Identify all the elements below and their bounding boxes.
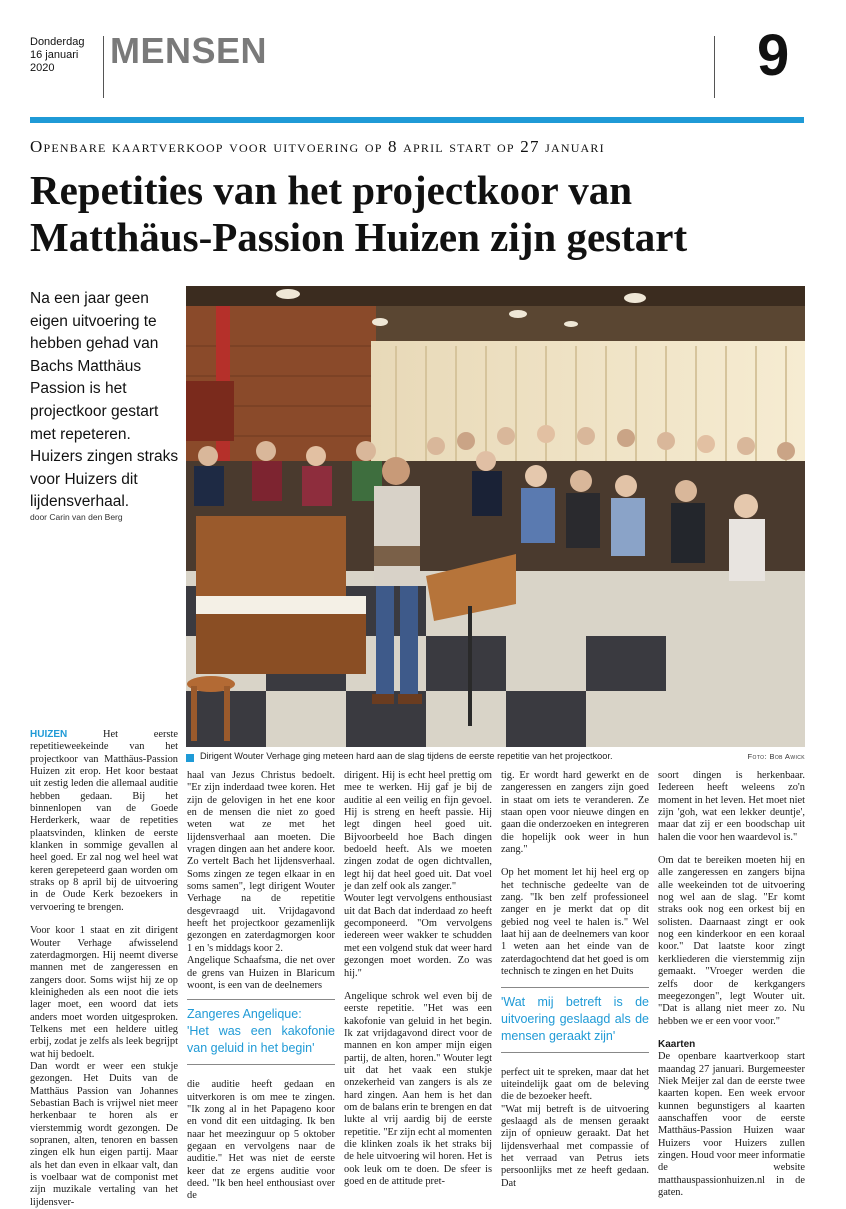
section-rule (30, 117, 804, 123)
article-paragraph: tig. Er wordt hard gewerkt en de zangeressen en zangers zijn goed in staat om iets te veranderen. Ze staan open voor nieuwe dingen en gaan die onderzoeken en integreren die hopelijk ook weer in hun zang." (501, 770, 649, 856)
article-column-5 (658, 770, 805, 1199)
pull-quote-text: 'Het was een kakofonie van geluid in het begin' (187, 1024, 335, 1056)
article-column-2 (187, 770, 335, 1203)
article-intro: Na een jaar geen eigen uitvoering te hebben gehad van Bachs Matthäus Passion is het projectkoor gestart met repeteren. Huizers zingen straks voor Huizers dit lijdensverhaal. (30, 290, 179, 511)
photo-credit: Foto: Bob Awick (747, 752, 805, 761)
masthead-divider (103, 36, 104, 98)
article-paragraph: De openbare kaartverkoop start maandag 27 januari. Burgemeester Niek Meijer zal dan de eerste twee kaarten kopen. Een week ervoor kunnen begunstigers al kaarten aanschaffen voor de eerste Matthäus-Passion Huizen waar Huizers voor Huizers zullen zingen. Houd voor meer informatie de website matthauspassionhuizen.nl in de gaten. (658, 1051, 805, 1198)
article-paragraph: "Wat mij betreft is de uitvoering geslaagd als de mensen geraakt zijn of opnieuw geraakt. Dat het lijdensverhaal met compassie of het verraad van Petrus iets persoonlijks met ze heeft gedaan. Dat (501, 1103, 649, 1189)
pull-quote: 'Wat mij betreft is de uitvoering geslaagd als de mensen geraakt zijn' (501, 987, 649, 1053)
section-title: MENSEN (110, 30, 268, 71)
article-paragraph: Voor koor 1 staat en zit dirigent Wouter Verhage afwisselend zaterdagmorgen. Hij neemt diverse mannen met de zangeressen en zangers door. Soms wijst hij ze op kleinigheden als een noot die iets lager moet, een woord dat iets anders moet worden uitgesproken. Telkens met een heldere uitleg erbij, zodat je zelfs als leek begrijpt wat hij bedoelt. (30, 925, 179, 1060)
issue-year: 2020 (30, 62, 55, 74)
pull-quote-label: Zangeres Angelique: (187, 1007, 302, 1022)
article-paragraph: soort dingen is herkenbaar. Iedereen heeft weleens zo'n moment in het leven. Het moet niet zijn 'goh, wat een lekker deuntje', maar dat zij er een boodschap uit halen die voor hen waardevol is." (658, 770, 805, 843)
article-paragraph: Op het moment let hij heel erg op het technische gedeelte van de zang. "Ik ben zelf professioneel zanger en je merkt dat op dit gebied nog veel te halen is." Wel laat hij aan de deelnemers van koor 1 weten aan het einde van de zaterdagochtend dat het goed is om technisch te zingen en het Duits (501, 867, 649, 978)
article-subhead: Kaarten (658, 1038, 696, 1050)
article-paragraph: Angelique Schaafsma, die net over de grens van Huizen in Blaricum woont, is een van de deelnemers (187, 955, 335, 991)
article-column-3 (344, 770, 492, 1188)
issue-day: Donderdag (30, 36, 85, 48)
article-paragraph: perfect uit te spreken, maar dat het uiteindelijk gaat om de beleving die de bezoeker heeft. (501, 1066, 649, 1103)
caption-marker (186, 754, 194, 762)
page-number: 9 (757, 23, 790, 88)
article-column-1 (30, 729, 178, 1209)
article-paragraph: Angelique schrok wel even bij de eerste repetitie. "Het was een kakofonie van geluid in het begin. Ik zat vrijdagavond direct voor de mannen en kon amper mijn eigen partij, de alten, horen." Wouter legt uit dat het vaak een stukje onzekerheid van zangers is als ze hard zingen. Aan hem is het dan om de balans erin te brengen en dat lukte al vrij aardig bij de eerste repetitie. "Er zijn echt al momenten die klinken zoals ik het straks bij de hele uitvoering wil horen. Het is ook leuk om te doen. De sfeer is goed en de attitude pret- (344, 990, 492, 1187)
paragraph-text: Het eerste repetitieweekeinde van het projectkoor van Matthäus-Passion Huizen zit erop. Het koor bestaat uit zestig leden die allemaal auditie hebben gedaan. Bij het binnenlopen van de Goede Herderkerk, waar de repetities plaatsvinden, klinken de eerste klanken in sommige gevallen al heel goed. Er zal nog wel heel wat keren gerepeteerd gaan worden om straks op 8 april bij de uitvoering in de Oude Kerk bezoekers in vervoering te brengen. (30, 729, 178, 913)
article-paragraph: Dan wordt er weer een stukje gezongen. Het Duits van de Matthäus Passion van Johannes Sebastian Bach is vrijwel niet meer herkenbaar te horen als er vierstemmig wordt gezongen. De sopranen, alten, tenoren en bassen zingen elk hun eigen partij. Maar als het dan even in elkaar valt, dan is voelbaar wat de componist met zijn muzikale vertaling van het lijdensver- (30, 1060, 178, 1208)
photo-caption: Dirigent Wouter Verhage ging meteen hard aan de slag tijdens de eerste repetitie van het projectkoor. (200, 751, 613, 761)
article-headline: Repetities van het projectkoor van Matthäus-Passion Huizen zijn gestart (30, 167, 688, 260)
article-paragraph: die auditie heeft gedaan en uitverkoren is om mee te zingen. "Ik zong al in het Papageno koor en vond dit een uitdaging. Ik ben naar het meezinguur op 5 oktober gegaan en vervolgens naar de auditie." Het was niet de eerste keer dat ze ergens auditie voor deed. "Ik ben heel enthousiast over de (187, 1079, 335, 1202)
pull-quote (187, 999, 335, 1065)
article-paragraph (30, 729, 178, 914)
article-paragraph: haal van Jezus Christus bedoelt. "Er zijn inderdaad twee koren. Het zijn de gelovigen in het ene koor en de mensen die niet zo goed weten wat ze met het lijdensverhaal aan moeten. Die vragen dingen aan het andere koor. Zo vertelt Bach het lijdensverhaal. Soms zingen ze tegen elkaar in en soms samen", legt dirigent Wouter Verhage na de repetitie desgevraagd uit. Vrijdagavond heeft het projectkoor gezamenlijk gezongen en zaterdagmorgen koor 1 en 's middags koor 2. (187, 770, 335, 954)
issue-day-month: 16 januari (30, 49, 79, 61)
article-kicker: Openbare kaartverkoop voor uitvoering op 8 april start op 27 januari (30, 137, 605, 156)
article-paragraph: dirigent. Hij is echt heel prettig om mee te werken. Hij gaf je bij de auditie al een veilig en fijn gevoel. Hij is streng en heeft passie. Hij legt dingen heel goed uit. Bijvoorbeeld hoe Bach dingen bedoeld heeft. Als we moeten zingen zodat de ogen dichtvallen, legt hij dat heel goed uit. Dat voel je dan zelf ook als zanger." (344, 770, 492, 893)
article-byline: door Carin van den Berg (30, 512, 123, 522)
dateline: HUIZEN (30, 729, 68, 740)
issue-date (30, 36, 84, 75)
article-paragraph: Wouter legt vervolgens enthousiast uit dat Bach dat inderdaad zo heeft gecomponeerd. "Om vervolgens iedereen weer wakker te schudden met een volgend stuk dat weer hard gezongen moet worden. Zo was hij." (344, 893, 492, 979)
article-column-4 (501, 770, 649, 1190)
masthead-divider (714, 36, 715, 98)
article-paragraph: Om dat te bereiken moeten hij en alle zangeressen en zangers bijna alle weekeinden tot de uitvoering nog wel aan de slag. "Er komt straks ook nog een orkest bij en solisten. Daarnaast zingt er ook nog een kinderkoor en een koraal koor." Dat laatste koor zingt kerkliederen die vierstemmig zijn gemaakt. "Vroeger werden die zelfs door de kerkgangers meegezongen", legt Wouter uit. "Dat is allang niet meer zo. Nu hebben we er een voor voor." (658, 855, 805, 1027)
choir-rehearsal-photo (186, 286, 805, 747)
